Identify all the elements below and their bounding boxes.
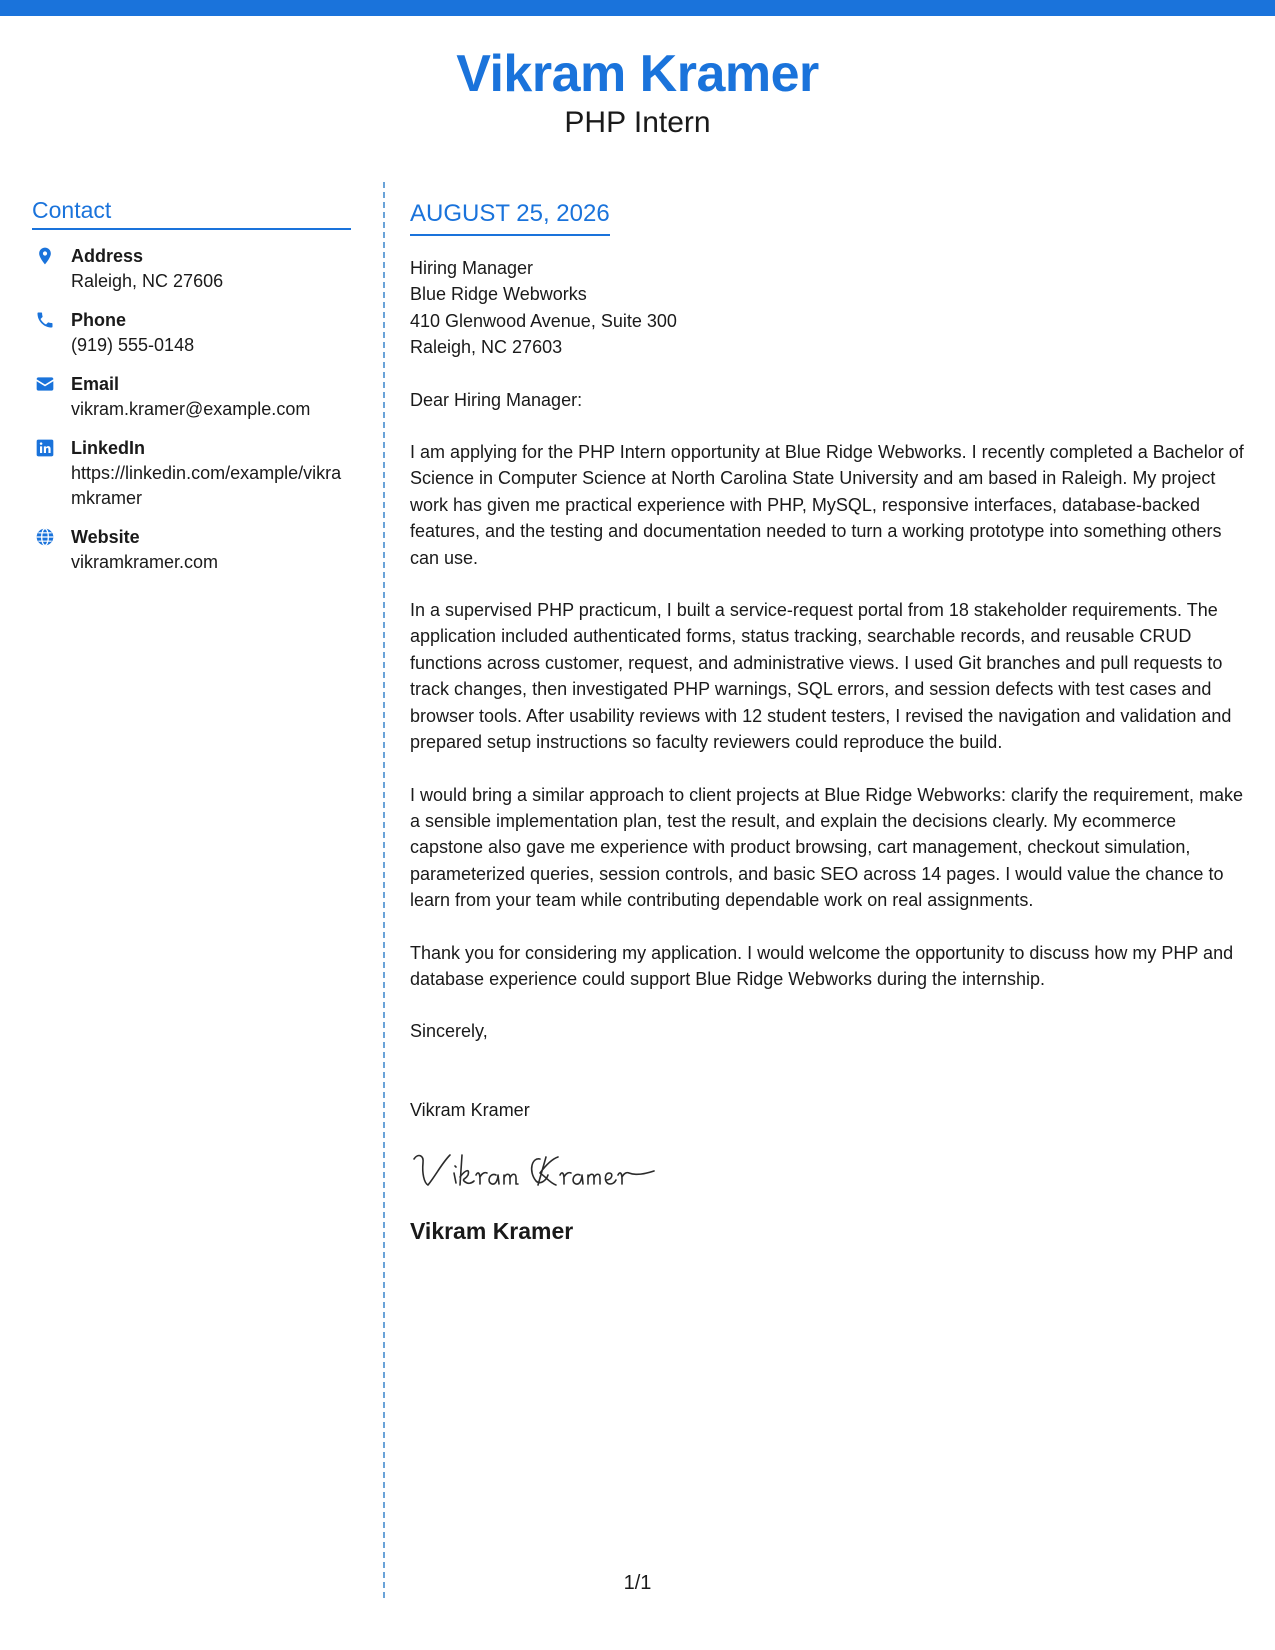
recipient-line: Raleigh, NC 27603 [410, 337, 563, 358]
envelope-icon [35, 374, 55, 394]
letter-date: AUGUST 25, 2026 [410, 198, 610, 236]
contact-label: Email [71, 374, 120, 394]
body-paragraph: I am applying for the PHP Intern opportunity at Blue Ridge Webworks. I recently completed a Bachelor of Science in Computer Science at North Carolina State University and am based in Raleigh. My project work has given me practical experience with PHP, MySQL, responsive interfaces, database-backed features, and the testing and documentation needed to turn a working prototype into something others can use. [410, 442, 1244, 568]
closing: Sincerely, [410, 1021, 488, 1042]
phone-icon [35, 310, 55, 330]
contact-label: Phone [71, 310, 127, 330]
column-divider [383, 182, 385, 1598]
candidate-name: Vikram Kramer [456, 45, 819, 103]
job-title: PHP Intern [564, 106, 711, 139]
header [0, 40, 1275, 140]
contact-value[interactable]: vikramkramer.com [71, 552, 219, 572]
body-paragraph: I would bring a similar approach to client projects at Blue Ridge Webworks: clarify the requirement, make a sensible implementation plan, test the result, and explain the decisions clearly. My ecommerce capstone also gave me experience with product browsing, cart management, checkout simulation, parameterized queries, session controls, and basic SEO across 14 pages. I would value the chance to learn from your team while contributing dependable work on real assignments. [410, 784, 1244, 911]
handwritten-signature [410, 1145, 660, 1195]
globe-icon [35, 527, 55, 547]
contact-label: Address [71, 246, 144, 266]
location-pin-icon [35, 246, 55, 266]
contact-address [32, 244, 351, 294]
recipient-line: Blue Ridge Webworks [410, 284, 587, 305]
letter-body [410, 198, 1248, 1245]
contact-value: (919) 555-0148 [71, 335, 195, 355]
recipient-line: Hiring Manager [410, 258, 534, 278]
body-paragraph: In a supervised PHP practicum, I built a service-request portal from 18 stakeholder requirements. The application included authenticated forms, status tracking, searchable records, and reusable CRUD functions across customer, request, and administrative views. I used Git branches and pull requests to track changes, then investigated PHP warnings, SQL errors, and session defects with test cases and browser tools. After usability reviews with 12 student testers, I revised the navigation and validation and prepared setup instructions so faculty reviewers could reproduce the build. [410, 600, 1232, 753]
contact-value: Raleigh, NC 27606 [71, 271, 224, 291]
typed-name: Vikram Kramer [410, 1099, 530, 1120]
body-paragraph: Thank you for considering my application. I would welcome the opportunity to discuss how my PHP and database experience could support Blue Ridge Webworks during the internship. [410, 942, 1234, 989]
recipient-line: 410 Glenwood Avenue, Suite 300 [410, 310, 677, 331]
signer-name: Vikram Kramer [410, 1218, 574, 1245]
contact-linkedin [32, 436, 351, 511]
page-number: 1/1 [623, 1572, 652, 1594]
contact-phone [32, 308, 351, 358]
contact-heading: Contact [32, 196, 351, 230]
linkedin-icon [35, 438, 55, 458]
contact-email [32, 372, 351, 422]
contact-label: Website [71, 527, 140, 547]
contact-label: LinkedIn [71, 438, 146, 458]
contact-website [32, 525, 351, 575]
recipient-block [410, 255, 1248, 361]
contact-sidebar [32, 196, 351, 589]
greeting: Dear Hiring Manager: [410, 389, 583, 410]
top-accent-bar [0, 0, 1275, 16]
contact-value: vikram.kramer@example.com [71, 399, 311, 419]
contact-list [32, 244, 351, 575]
contact-value[interactable]: https://linkedin.com/example/vikramkramer [71, 463, 342, 508]
